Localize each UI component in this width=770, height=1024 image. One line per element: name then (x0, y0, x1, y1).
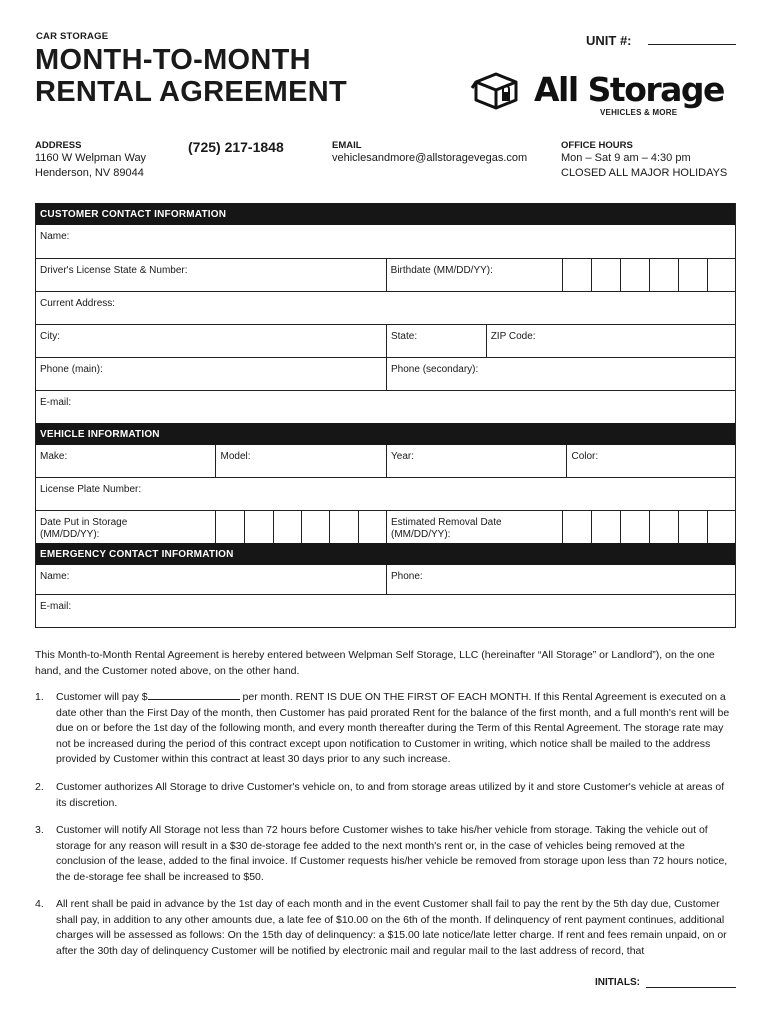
hours-label: OFFICE HOURS (561, 140, 633, 151)
logo-text: All Storage (534, 70, 724, 109)
license-field[interactable]: Driver's License State & Number: (40, 265, 188, 276)
monthly-rent-field[interactable] (148, 690, 240, 700)
email-label: EMAIL (332, 140, 362, 151)
digit-box[interactable] (620, 259, 649, 291)
email-block (332, 140, 527, 166)
logo (470, 66, 740, 118)
term-text-start: Customer will pay $ (56, 691, 148, 703)
customer-section-header: CUSTOMER CONTACT INFORMATION (36, 203, 735, 225)
city-field[interactable]: City: (40, 331, 60, 342)
title-line-1: MONTH-TO-MONTH (35, 44, 311, 76)
date-format-label: (MM/DD/YY): (390, 529, 451, 540)
model-field[interactable]: Model: (215, 445, 386, 477)
digit-box[interactable] (562, 259, 591, 291)
category-label: CAR STORAGE (36, 31, 109, 42)
digit-box[interactable] (244, 511, 273, 543)
office-email: vehiclesandmore@allstoragevegas.com (332, 152, 528, 164)
digit-box[interactable] (562, 511, 591, 543)
term-number: 4. (35, 898, 44, 910)
emergency-section-header: EMERGENCY CONTACT INFORMATION (36, 543, 735, 565)
digit-box[interactable] (678, 259, 707, 291)
color-field[interactable]: Color: (566, 445, 735, 477)
hours-line-2: CLOSED ALL MAJOR HOLIDAYS (561, 167, 728, 179)
current-address-field[interactable]: Current Address: (40, 298, 116, 309)
license-plate-field[interactable]: License Plate Number: (40, 484, 142, 495)
address-label: ADDRESS (35, 140, 82, 151)
birthdate-boxes[interactable] (562, 259, 735, 291)
term-number: 3. (35, 824, 44, 836)
page-title (35, 44, 435, 108)
term-text: Customer authorizes All Storage to drive Customer's vehicle on, to and from storage areas utilized by it and store Customer's vehicle at areas of its discretion. (56, 781, 725, 809)
digit-box[interactable] (620, 511, 649, 543)
logo-subtitle: VEHICLES & MORE (600, 108, 678, 117)
term-text: Customer will notify All Storage not less than 72 hours before Customer wishes to take his/her vehicle from storage. Taking the vehicle out of storage for any reason will result in a $30 de-storage fee added to the next month's rent or, in the case of vehicles being removed at the conclusion of the lease, added to the final invoice. If Customer requests his/her vehicle be removed from storage upon less than 72 hours notice, the de-storage fee shall be increased to $50. (56, 824, 728, 883)
initials-label: INITIALS: (595, 977, 640, 988)
date-in-storage-field[interactable] (36, 511, 215, 543)
unit-label: UNIT #: (586, 33, 632, 48)
digit-box[interactable] (591, 511, 620, 543)
date-format-label: (MM/DD/YY): (40, 529, 100, 540)
year-field[interactable]: Year: (386, 445, 566, 477)
phone-main-field[interactable]: Phone (main): (40, 364, 103, 375)
title-line-2: RENTAL AGREEMENT (35, 76, 347, 108)
removal-date-field[interactable] (386, 511, 562, 543)
digit-box[interactable] (329, 511, 358, 543)
state-field[interactable]: State: (386, 325, 486, 357)
digit-box[interactable] (215, 511, 244, 543)
email-field[interactable]: E-mail: (40, 397, 72, 408)
date-in-storage-label: Date Put in Storage (40, 517, 128, 528)
hours-line-1: Mon – Sat 9 am – 4:30 pm (561, 152, 691, 164)
emergency-phone-field[interactable]: Phone: (386, 565, 735, 594)
digit-box[interactable] (707, 511, 735, 543)
digit-box[interactable] (358, 511, 386, 543)
office-phone: (725) 217-1848 (188, 139, 284, 155)
address-block (35, 140, 146, 181)
term-number: 2. (35, 781, 44, 793)
removal-date-boxes[interactable] (562, 511, 735, 543)
address-line-1: 1160 W Welpman Way (35, 152, 147, 164)
name-field[interactable]: Name: (40, 231, 70, 242)
term-text: All rent shall be paid in advance by the 1st day of each month and in the event Customer shall fail to pay the rent by the 5th day due, Customer shall pay, in addition to any other amounts due, a late fee of $10.00 on the 6th of the month. If delinquency of rent payment continues, additional charges will be assessed as follows: On the 15th day of delinquency: a $15.00 late notice/late letter charge. If rent and fees remain unpaid, on or after the 30th day of delinquency Customer will be notified by electronic mail and regular mail to the last address of record, that (56, 898, 727, 957)
intro-paragraph: This Month-to-Month Rental Agreement is hereby entered between Welpman Self Storage, LLC (hereinafter “All Storage” or Landlord”), on the one hand, and the Customer noted above, on the other hand. (35, 649, 715, 677)
zip-field[interactable]: ZIP Code: (486, 325, 735, 357)
emergency-name-field[interactable]: Name: (40, 571, 70, 582)
phone-secondary-field[interactable]: Phone (secondary): (386, 358, 735, 390)
initials-field[interactable] (646, 987, 736, 988)
unit-field[interactable] (648, 44, 736, 45)
digit-box[interactable] (649, 259, 678, 291)
address-line-2: Henderson, NV 89044 (35, 167, 144, 179)
box-icon (470, 68, 522, 112)
date-in-boxes[interactable] (215, 511, 386, 543)
term-number: 1. (35, 691, 44, 703)
term-text (56, 690, 736, 768)
digit-box[interactable] (301, 511, 329, 543)
digit-box[interactable] (678, 511, 707, 543)
rental-form (35, 203, 736, 628)
emergency-email-field[interactable]: E-mail: (40, 601, 72, 612)
digit-box[interactable] (273, 511, 301, 543)
hours-block (561, 140, 727, 181)
digit-box[interactable] (707, 259, 735, 291)
digit-box[interactable] (649, 511, 678, 543)
make-field[interactable]: Make: (40, 451, 68, 462)
removal-date-label: Estimated Removal Date (390, 517, 502, 528)
birthdate-field[interactable]: Birthdate (MM/DD/YY): (386, 259, 562, 291)
vehicle-section-header: VEHICLE INFORMATION (36, 423, 735, 445)
digit-box[interactable] (591, 259, 620, 291)
term-text-rest: per month. RENT IS DUE ON THE FIRST OF EACH MONTH. If this Rental Agreement is executed on a date other than the First Day of the month, then Customer has paid prorated Rent for the balance of the first month, and a full month's rent will be due on or before the 1st day of the following month, and every month thereafter during the Term of this Rental Agreement. The storage rate may not be increased during the period of this contract except upon notification to Customer in writing, which notice shall be mailed to the address provided by Customer within this contract at least 30 days prior to any such increase. (56, 691, 730, 765)
